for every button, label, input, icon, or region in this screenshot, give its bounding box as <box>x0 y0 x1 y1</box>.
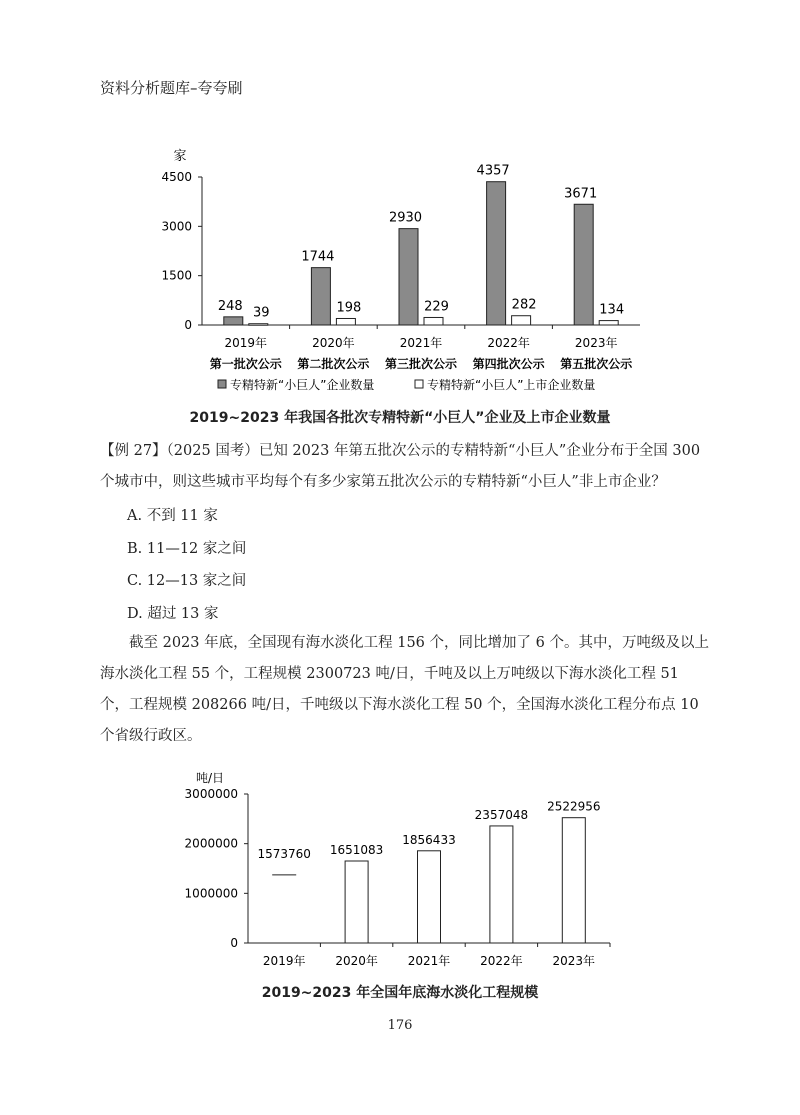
y-tick-label: 1000000 <box>184 886 238 901</box>
bar <box>490 826 513 943</box>
bar-value-label: 3671 <box>564 186 598 202</box>
bar-value-label: 2930 <box>388 210 423 226</box>
page-header: 资料分析题库–夸夸刷 <box>100 79 243 97</box>
y-axis-unit: 家 <box>173 149 187 164</box>
y-tick-label: 0 <box>230 936 238 950</box>
chart2-caption: 2019~2023 年全国年底海水淡化工程规模 <box>261 985 539 1001</box>
option-c: C. 12—13 家之间 <box>127 573 247 589</box>
y-tick-label: 4500 <box>161 170 192 184</box>
bar <box>512 316 531 325</box>
chart-desalination <box>160 762 630 977</box>
x-tick-label: 2023年 <box>552 954 596 968</box>
batch-label: 第五批次公示 <box>560 357 633 371</box>
bar-value-label: 39 <box>253 305 270 321</box>
passage-text: 截至 2023 年底，全国现有海水淡化工程 156 个，同比增加了 6 个。其中，万吨级及以上海水淡化工程 55 个，工程规模 2300723 吨/日，千吨及以上万吨级以下海水淡化工程 51 个，工程规模 208266 吨/日，千吨级以下海水淡化工程 50 个，全国海水淡化工程分布点 10 个省级行政区。 <box>100 635 709 744</box>
legend-label: 专精特新“小巨人”企业数量 <box>230 378 375 392</box>
bar <box>345 861 368 943</box>
batch-label: 第四批次公示 <box>472 357 545 371</box>
y-tick-label: 2000000 <box>184 836 238 851</box>
bar-value-label: 4357 <box>476 163 510 179</box>
y-tick-label: 0 <box>184 318 192 332</box>
legend-label: 专精特新“小巨人”上市企业数量 <box>427 378 596 392</box>
bar <box>399 229 418 325</box>
x-tick-label: 2022年 <box>480 954 523 968</box>
bar <box>224 317 243 325</box>
bar <box>599 321 618 325</box>
bar <box>418 851 441 943</box>
chart-company-counts-svg <box>150 140 670 400</box>
x-tick-label: 2020年 <box>312 336 355 350</box>
bar-value-label: 2522956 <box>547 799 601 814</box>
bar-value-label: 2357048 <box>474 807 529 822</box>
bar-value-label: 198 <box>336 300 362 316</box>
question-text: 【例 27】（2025 国考）已知 2023 年第五批次公示的专精特新“小巨人”企业分布于全国 300 个城市中，则这些城市平均每个有多少家第五批次公示的专精特新“小巨人”非上市企业？ <box>100 443 701 490</box>
x-tick-label: 2021年 <box>399 336 443 350</box>
legend-swatch <box>218 380 226 388</box>
bar-value-label: 1744 <box>301 249 335 265</box>
batch-label: 第三批次公示 <box>384 357 458 371</box>
bar <box>249 324 268 326</box>
y-tick-label: 3000000 <box>184 787 238 801</box>
x-tick-label: 2020年 <box>335 954 378 968</box>
bar-value-label: 1856433 <box>402 832 456 847</box>
x-tick-label: 2023年 <box>574 336 618 350</box>
bar-value-label: 282 <box>511 297 537 313</box>
option-b: B. 11—12 家之间 <box>127 541 247 557</box>
chart-company-counts <box>150 140 670 400</box>
batch-label: 第一批次公示 <box>209 357 282 371</box>
bar <box>562 818 585 943</box>
chart1-caption: 2019~2023 年我国各批次专精特新“小巨人”企业及上市企业数量 <box>189 410 611 426</box>
legend-swatch <box>415 380 423 388</box>
bar <box>574 204 593 325</box>
bar-value-label: 248 <box>217 298 243 314</box>
x-tick-label: 2022年 <box>487 336 530 350</box>
y-tick-label: 1500 <box>161 268 192 283</box>
bar-value-label: 1573760 <box>257 846 311 861</box>
x-tick-label: 2021年 <box>407 954 451 968</box>
y-axis-unit: 吨/日 <box>195 771 225 785</box>
bar <box>487 182 506 325</box>
y-tick-label: 3000 <box>161 219 192 234</box>
bar <box>311 268 330 325</box>
batch-label: 第二批次公示 <box>297 357 370 371</box>
bar-value-label: 134 <box>599 302 625 318</box>
page-number: 176 <box>387 1018 413 1033</box>
bar-value-label: 1651083 <box>329 842 384 857</box>
bar-value-label: 229 <box>424 299 449 315</box>
bar <box>336 318 355 325</box>
option-d: D. 超过 13 家 <box>127 606 219 622</box>
x-tick-label: 2019年 <box>224 336 268 350</box>
chart-desalination-svg <box>160 762 630 977</box>
bar <box>424 317 443 325</box>
option-a: A. 不到 11 家 <box>127 508 218 524</box>
x-tick-label: 2019年 <box>262 954 306 968</box>
